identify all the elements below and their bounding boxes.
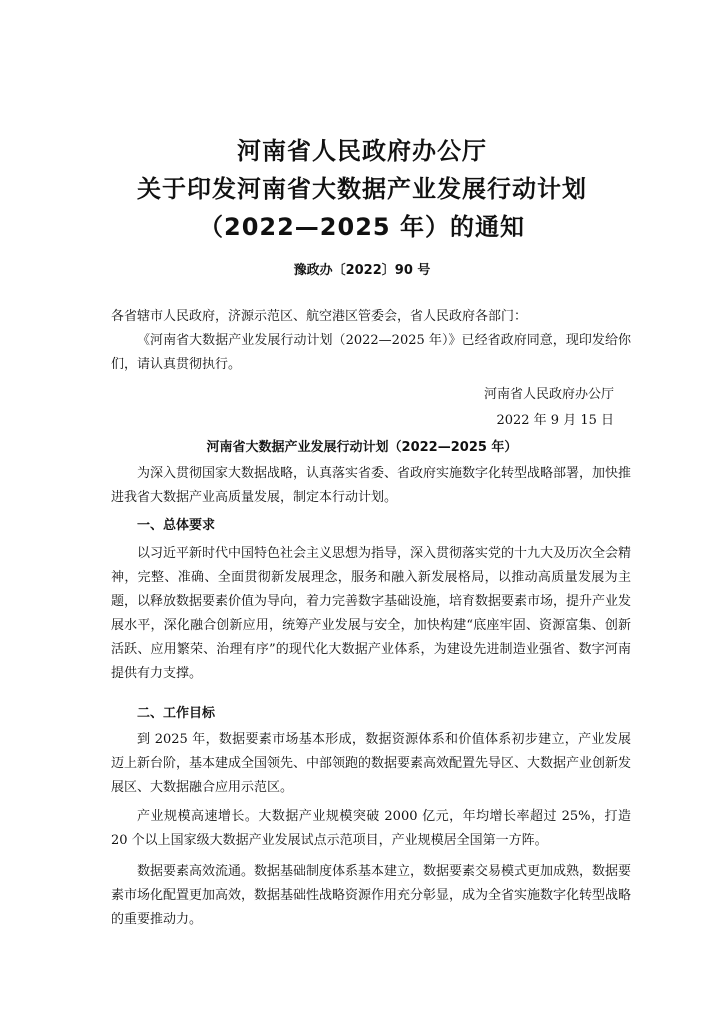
- issue-date: 2022 年 9 月 15 日: [496, 413, 614, 428]
- issuer-signature: 河南省人民政府办公厅: [483, 387, 614, 402]
- section-2-paragraph-1: 到 2025 年，数据要素市场基本形成，数据资源体系和价值体系初步建立，产业发展迈上新台阶，基本建成全国领先、中部领跑的数据要素高效配置先导区、大数据产业创新发展区、大数据融合应用示范区。: [111, 732, 632, 795]
- section-1-heading: 一、总体要求: [137, 518, 216, 533]
- addressee: 各省辖市人民政府，济源示范区、航空港区管委会，省人民政府各部门：: [111, 309, 528, 324]
- section-2-heading: 二、工作目标: [137, 706, 216, 721]
- plan-intro: 为深入贯彻国家大数据战略，认真落实省委、省政府实施数字化转型战略部署，加快推进我省大数据产业高质量发展，制定本行动计划。: [111, 466, 632, 505]
- title-line-2: 关于印发河南省大数据产业发展行动计划: [137, 175, 587, 203]
- section-1-text: 以习近平新时代中国特色社会主义思想为指导，深入贯彻落实党的十九大及历次全会精神，完整、准确、全面贯彻新发展理念，服务和融入新发展格局，以推动高质量发展为主题，以释放数据要素价值为导向，着力完善数字基础设施，培育数据要素市场，提升产业发展水平，深化融合创新应用，统筹产业发展与安全，加快构建“底座牢固、资源富集、创新活跃、应用繁荣、治理有序”的现代化大数据产业体系，为建设先进制造业强省、数字河南提供有力支撑。: [111, 546, 632, 681]
- plan-title: 河南省大数据产业发展行动计划（2022—2025 年）: [206, 440, 518, 455]
- document-title: [0, 132, 724, 246]
- title-line-1: 河南省人民政府办公厅: [237, 137, 487, 165]
- notice-body: 《河南省大数据产业发展行动计划（2022—2025 年）》已经省政府同意，现印发给你们，请认真贯彻执行。: [111, 333, 631, 372]
- document-number: 豫政办〔2022〕90 号: [293, 263, 431, 278]
- title-line-3: （2022—2025 年）的通知: [199, 213, 525, 241]
- section-2-paragraph-3: 数据要素高效流通。数据基础制度体系基本建立，数据要素交易模式更加成熟，数据要素市场化配置更加高效，数据基础性战略资源作用充分彰显，成为全省实施数字化转型战略的重要推动力。: [111, 864, 632, 927]
- section-2-paragraph-2: 产业规模高速增长。大数据产业规模突破 2000 亿元，年均增长率超过 25%，打造 20 个以上国家级大数据产业发展试点示范项目，产业规模居全国第一方阵。: [111, 809, 631, 848]
